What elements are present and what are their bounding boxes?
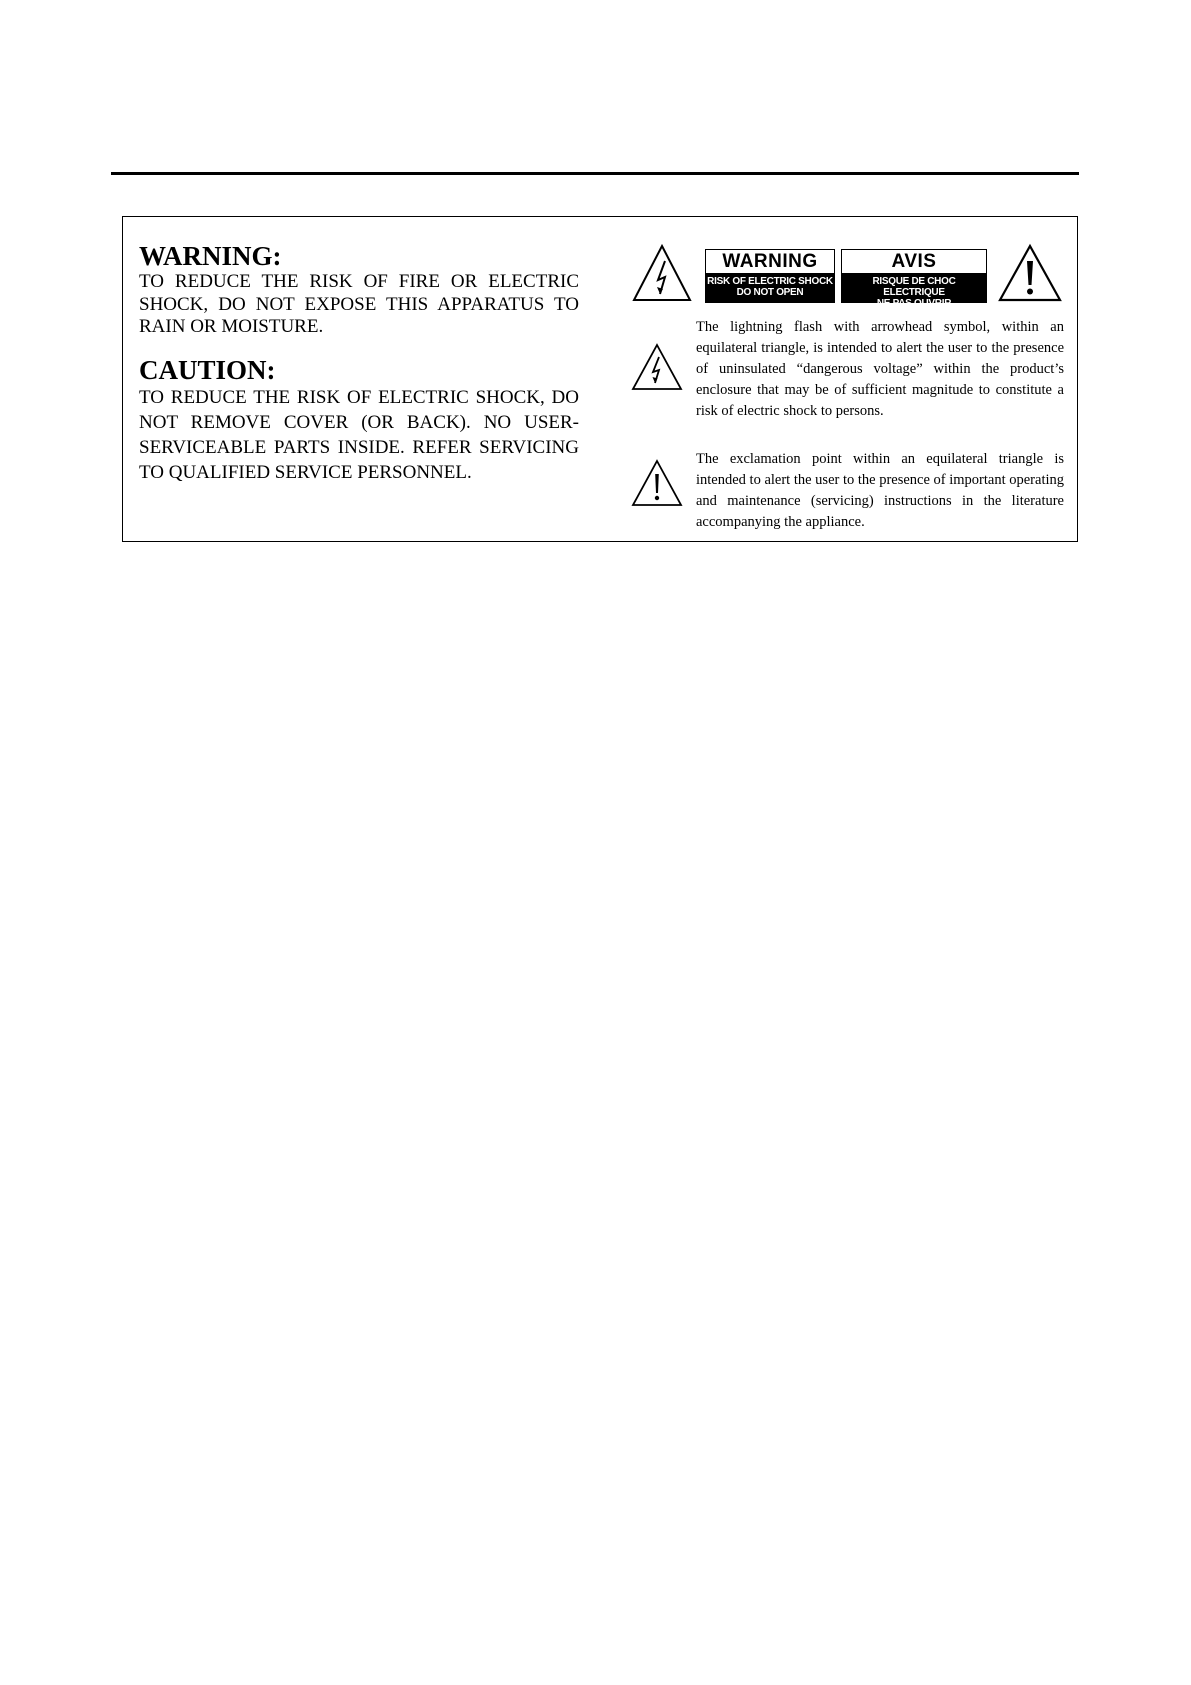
avis-label-line1: RISQUE DE CHOC ELECTRIQUE: [872, 276, 956, 298]
caution-text: TO REDUCE THE RISK OF ELECTRIC SHOCK, DO NOT REMOVE COVER (OR BACK). NO USER-SERVICEABLE PARTS INSIDE. REFER SERVICING TO QUALIFIED SERVICE PERSONNEL.: [139, 386, 579, 483]
warning-text: TO REDUCE THE RISK OF FIRE OR ELECTRIC SHOCK, DO NOT EXPOSE THIS APPARATUS TO RAIN OR MOISTURE.: [139, 271, 579, 337]
warning-label: [705, 249, 835, 303]
warning-label-line1: RISK OF ELECTRIC SHOCK: [707, 276, 833, 287]
avis-label: [841, 249, 987, 309]
header-rule: [111, 172, 1079, 175]
warning-label-row: [631, 243, 1061, 309]
exclamation-triangle-icon: [631, 459, 683, 507]
lightning-symbol-row: [631, 317, 1064, 437]
exclamation-symbol-row: [631, 449, 1065, 539]
safety-notice-box: [122, 216, 1078, 542]
exclamation-symbol-text: The exclamation point within an equilateral triangle is intended to alert the user to the presence of important operating and maintenance (servicing) instructions in the literature accompanying the appliance.: [696, 451, 1065, 530]
avis-label-title: AVIS: [842, 250, 986, 273]
lightning-symbol-text: The lightning flash with arrowhead symbol, within an equilateral triangle, is intended to alert the user to the presence of uninsulated “dangerous voltage” within the product’s enclosure that may be of sufficient magnitude to constitute a risk of electric shock to persons.: [696, 319, 1064, 419]
caution-heading: CAUTION:: [139, 354, 276, 385]
warning-heading: WARNING:: [139, 241, 282, 271]
lightning-triangle-icon: [631, 243, 693, 303]
exclamation-triangle-icon: [997, 243, 1063, 303]
warning-label-title: WARNING: [706, 250, 834, 273]
warning-label-line2: DO NOT OPEN: [736, 287, 804, 298]
lightning-triangle-icon: [631, 343, 683, 391]
warning-caution-column: [139, 241, 579, 485]
avis-label-line2: NE PAS OUVRIR: [876, 298, 952, 309]
